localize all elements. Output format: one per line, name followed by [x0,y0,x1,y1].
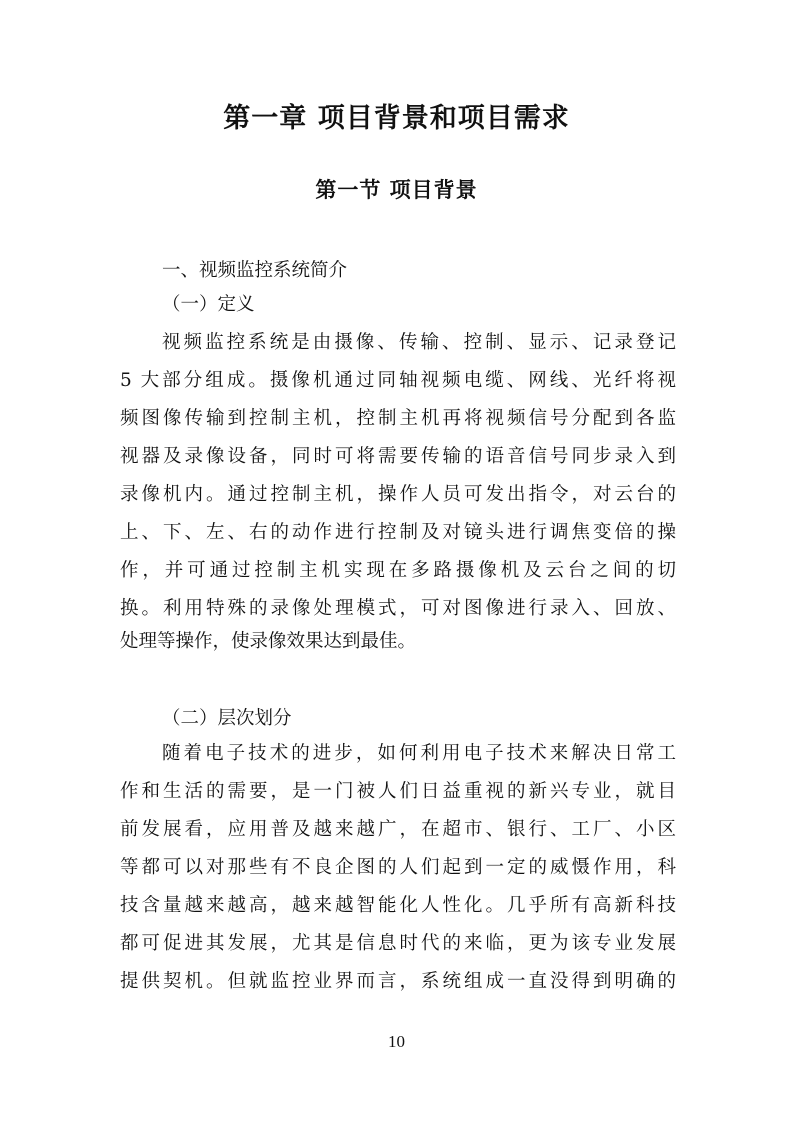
paragraph-1-line: 换。利用特殊的录像处理模式，可对图像进行录入、回放、 [120,598,676,619]
paragraph-1-line: 5 大部分组成。摄像机通过同轴视频电缆、网线、光纤将视 [120,370,676,391]
paragraph-1-line: 视频监控系统是由摄像、传输、控制、显示、记录登记 [162,332,676,353]
paragraph-1-line: 处理等操作，使录像效果达到最佳。 [120,631,417,652]
paragraph-1-line: 频图像传输到控制主机，控制主机再将视频信号分配到各监 [120,408,676,429]
section-title: 第一节 项目背景 [315,178,478,202]
paragraph-1-line: 上、下、左、右的动作进行控制及对镜头进行调焦变倍的操 [120,522,676,543]
page-number: 10 [388,1032,405,1051]
paragraph-1-line: 视器及录像设备，同时可将需要传输的语音信号同步录入到 [120,446,676,467]
paragraph-2-line: 提供契机。但就监控业界而言，系统组成一直没得到明确的 [120,971,676,992]
paragraph-2-line: 等都可以对那些有不良企图的人们起到一定的威慑作用，科 [120,857,676,878]
paragraph-2-line: 技含量越来越高，越来越智能化人性化。几乎所有高新科技 [120,895,676,916]
paragraph-2-line: 作和生活的需要，是一门被人们日益重视的新兴专业，就目 [120,781,676,802]
heading-video-surveillance-intro: 一、视频监控系统简介 [162,260,348,281]
chapter-title: 第一章 项目背景和项目需求 [223,103,570,134]
paragraph-1-line: 录像机内。通过控制主机，操作人员可发出指令，对云台的 [120,484,676,505]
paragraph-2-line: 前发展看，应用普及越来越广，在超市、银行、工厂、小区 [120,819,676,840]
subheading-definition: （一）定义 [162,294,255,315]
paragraph-1-line: 作，并可通过控制主机实现在多路摄像机及云台之间的切 [120,560,676,581]
paragraph-2-line: 都可促进其发展，尤其是信息时代的来临，更为该专业发展 [120,933,676,954]
subheading-level-division: （二）层次划分 [162,708,292,729]
paragraph-2-line: 随着电子技术的进步，如何利用电子技术来解决日常工 [162,743,676,764]
